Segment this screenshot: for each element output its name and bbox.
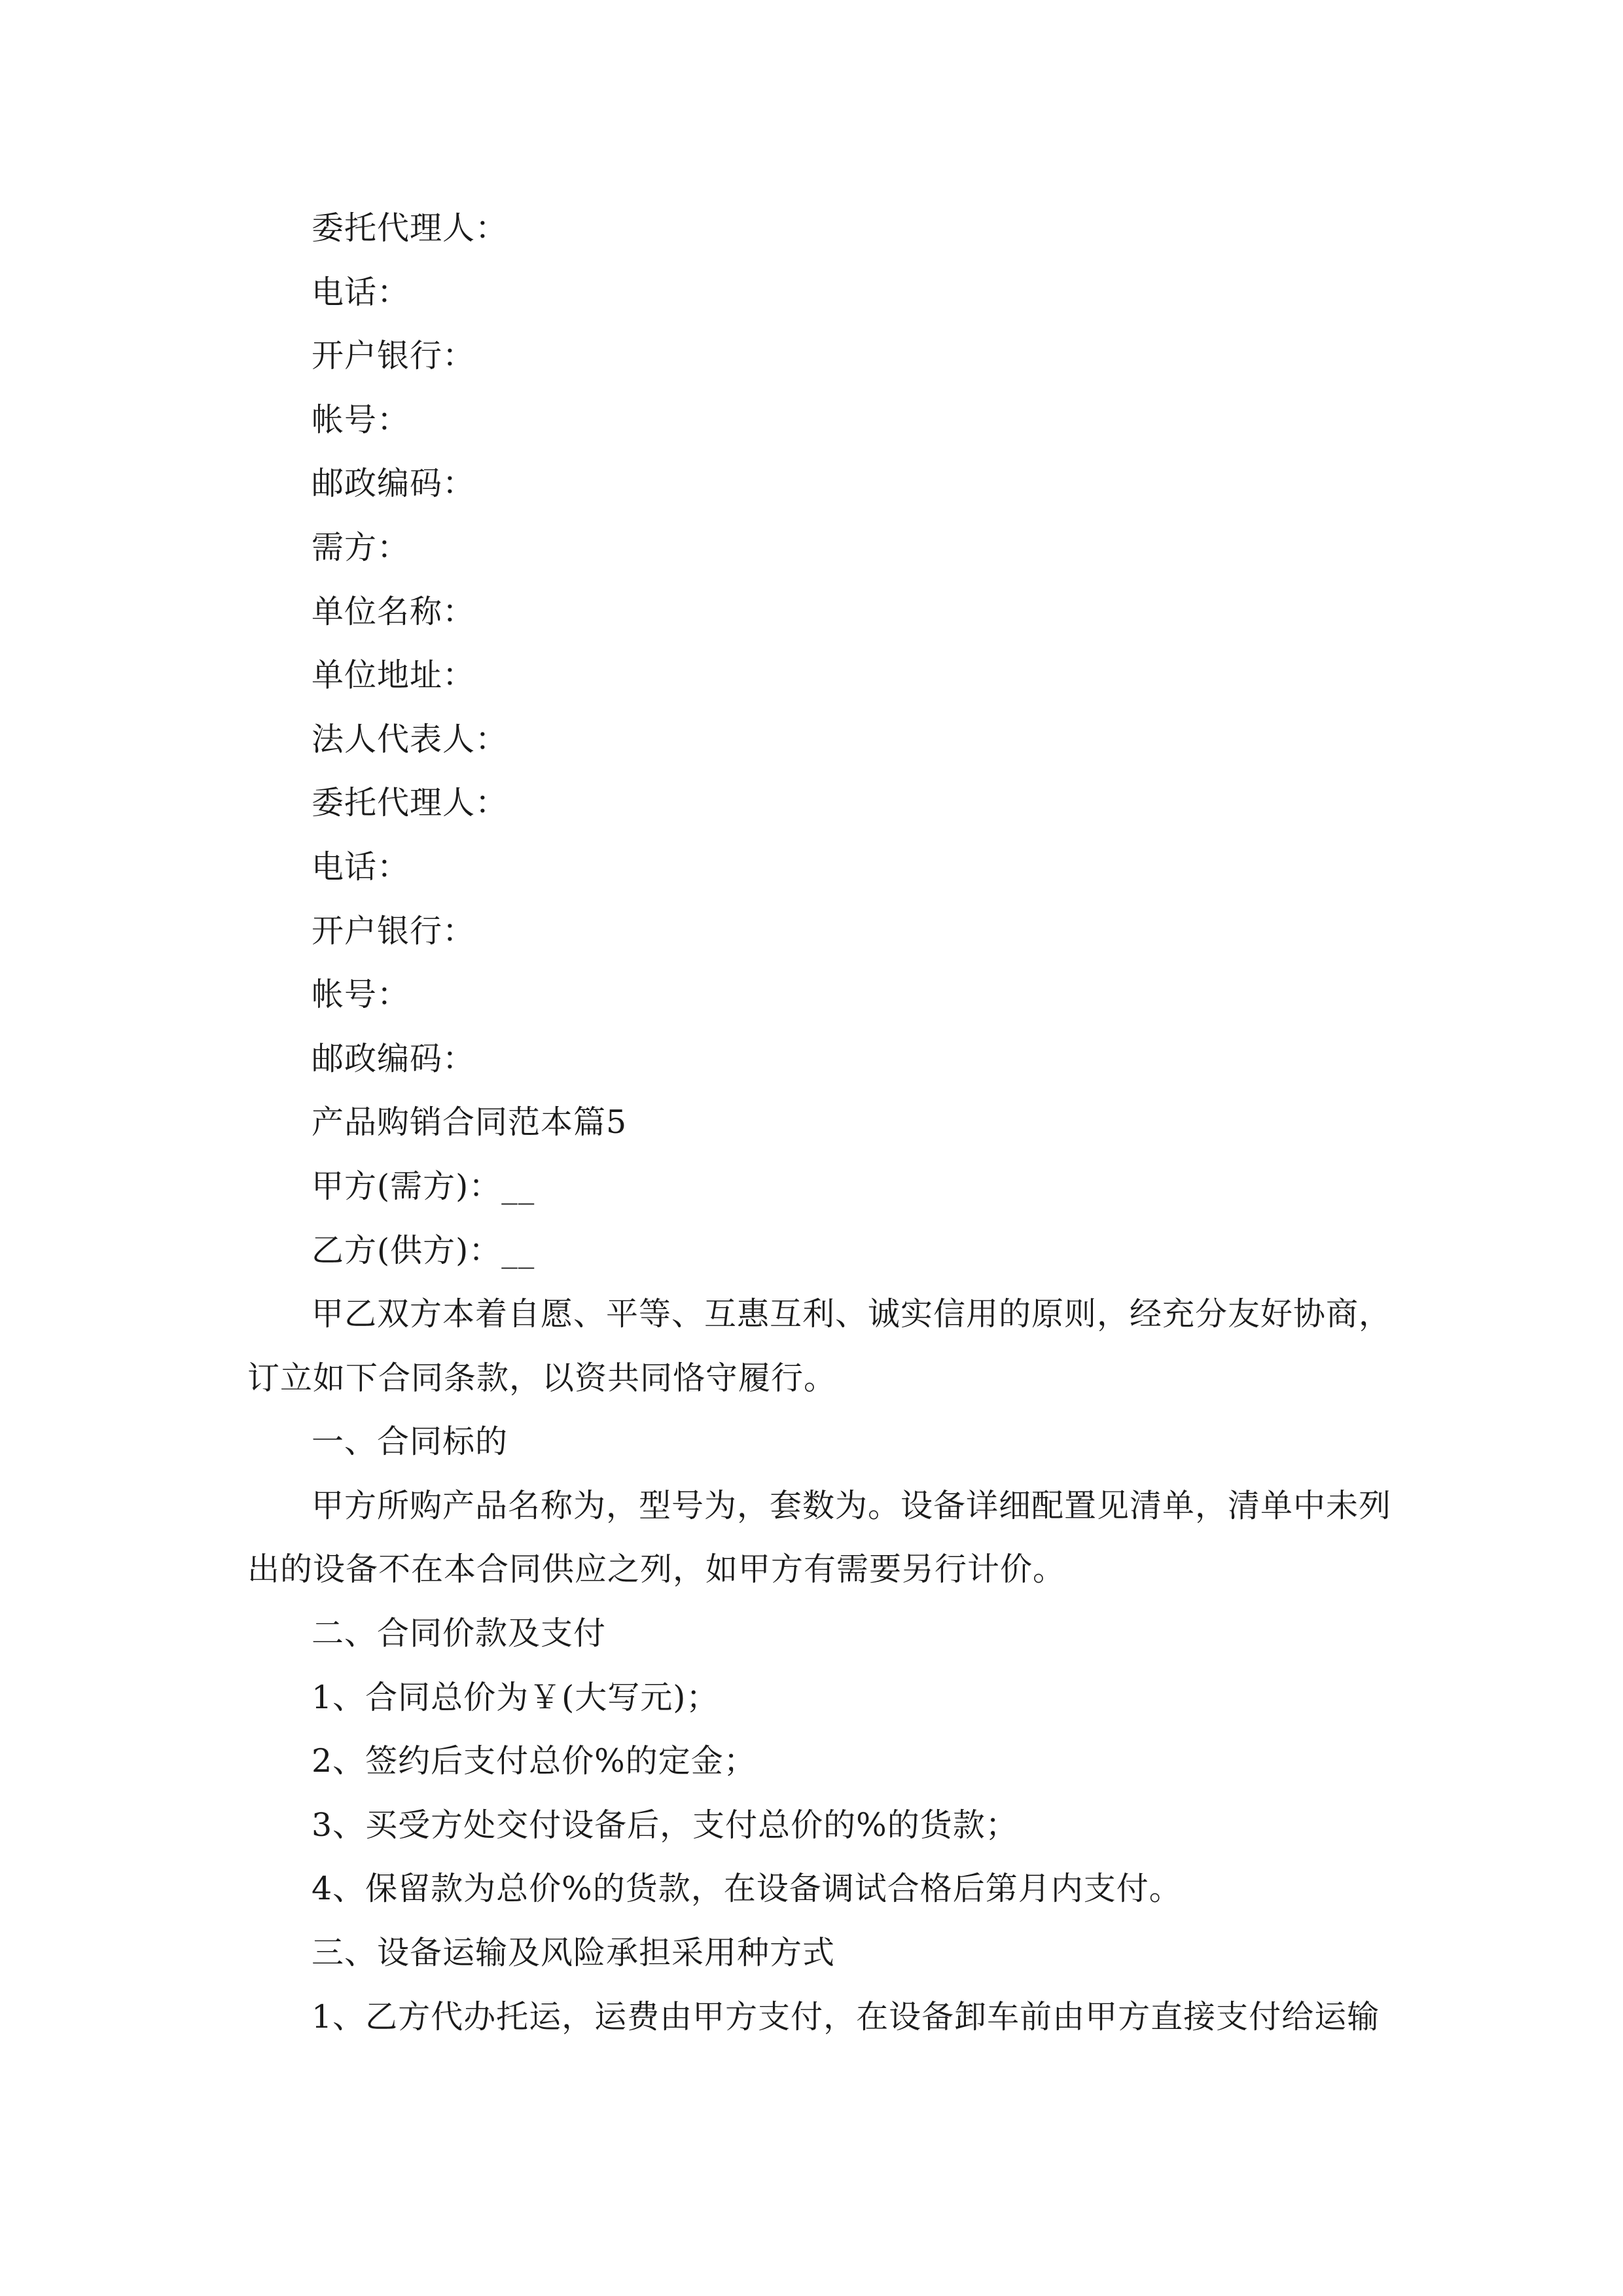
text-line: 单位地址： (312, 656, 476, 694)
list-item: 2、签约后支付总价%的定金； (312, 1742, 757, 1780)
clause-heading: 三、设备运输及风险承担采用种方式 (312, 1934, 836, 1972)
clause-heading: 一、合同标的 (312, 1423, 508, 1461)
text-line: 乙方(供方)：__ (312, 1231, 535, 1269)
text-line: 委托代理人： (312, 784, 508, 822)
paragraph-line: 甲乙双方本着自愿、平等、互惠互利、诚实信用的原则，经充分友好协商， (312, 1295, 1392, 1333)
list-item: 4、保留款为总价%的货款，在设备调试合格后第月内支付。 (312, 1870, 1182, 1908)
clause-heading: 二、合同价款及支付 (312, 1615, 607, 1653)
list-item: 3、买受方处交付设备后，支付总价的%的货款； (312, 1806, 1018, 1844)
text-line: 帐号： (312, 976, 410, 1014)
paragraph-line: 出的设备不在本合同供应之列，如甲方有需要另行计价。 (247, 1551, 1066, 1588)
text-line: 邮政编码： (312, 1039, 476, 1077)
paragraph-line: 甲方所购产品名称为，型号为，套数为。设备详细配置见清单，清单中未列 (312, 1486, 1392, 1524)
text-line: 开户银行： (312, 912, 476, 950)
text-line: 法人代表人： (312, 720, 508, 758)
text-line: 需方： (312, 528, 410, 566)
text-line: 电话： (312, 273, 410, 311)
text-line: 甲方(需方)：__ (312, 1167, 535, 1205)
document-body (247, 196, 1399, 2049)
list-item: 1、合同总价为￥(大写元)； (312, 1678, 719, 1716)
list-item: 1、乙方代办托运，运费由甲方支付，在设备卸车前由甲方直接支付给运输 (312, 1998, 1380, 2036)
section-heading: 产品购销合同范本篇5 (312, 1103, 628, 1141)
paragraph-line: 订立如下合同条款，以资共同恪守履行。 (247, 1359, 837, 1397)
text-line: 帐号： (312, 401, 410, 439)
text-line: 邮政编码： (312, 465, 476, 503)
text-line: 委托代理人： (312, 209, 508, 247)
text-line: 开户银行： (312, 337, 476, 375)
text-line: 单位名称： (312, 592, 476, 630)
text-line: 电话： (312, 848, 410, 886)
